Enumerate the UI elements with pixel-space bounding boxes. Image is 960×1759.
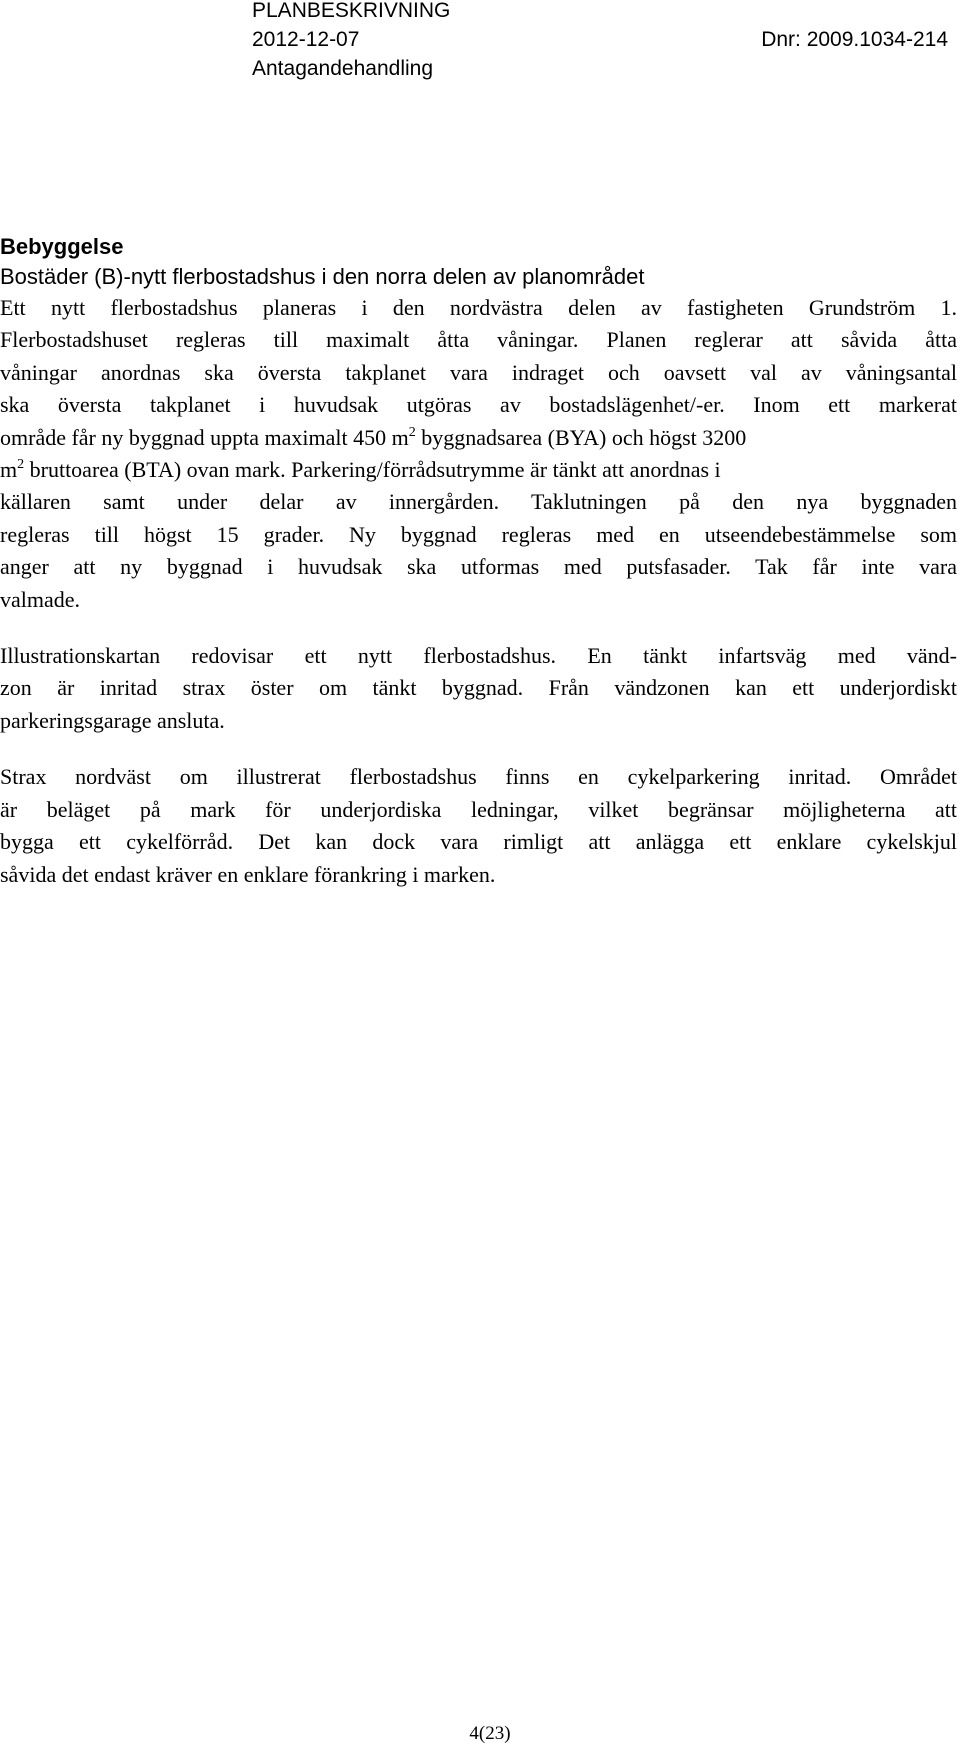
text-line: våningar anordnas ska översta takplanet vara indraget och oavsett val av våningsantal (0, 359, 957, 385)
diary-number: Dnr: 2009.1034-214 (761, 28, 948, 51)
page-number: 4(23) (469, 1723, 511, 1744)
text-fragment: område får ny byggnad uppta maximalt 450 m (0, 424, 409, 450)
text-fragment: byggnadsarea (BYA) och högst 3200 (415, 424, 747, 450)
header-meta-row (252, 25, 948, 54)
text-line (0, 422, 957, 454)
text-line: Strax nordväst om illustrerat flerbostadshus finns en cykelparkering inritad. Området (0, 764, 957, 790)
document-status-row (252, 54, 948, 83)
section-subheading: Bostäder (B)-nytt flerbostadshus i den norra delen av planområdet (0, 264, 645, 289)
document-status: Antagandehandling (252, 57, 434, 80)
document-title: PLANBESKRIVNING (252, 0, 451, 22)
text-line: valmade. (0, 586, 81, 612)
paragraph-illustration-map (0, 640, 957, 737)
text-line: Ett nytt flerbostadshus planeras i den nordvästra delen av fastigheten Grundström 1. (0, 295, 957, 320)
text-line (0, 454, 957, 486)
text-fragment: bruttoarea (BTA) ovan mark. Parkering/förrådsutrymme är tänkt att anordnas i (24, 457, 721, 483)
text-line: källaren samt under delar av innergården. Taklutningen på den nya byggnaden (0, 489, 957, 515)
text-fragment: m (0, 457, 18, 483)
text-line: parkeringsgarage ansluta. (0, 707, 225, 733)
document-date: 2012-12-07 (252, 28, 360, 51)
text-line: såvida det endast kräver en enklare förankring i marken. (0, 861, 496, 887)
paragraph-bicycle-parking (0, 761, 957, 891)
page-header (252, 0, 948, 83)
paragraph-building-regulations (0, 292, 957, 616)
superscript: 2 (408, 424, 416, 440)
text-line: är beläget på mark för underjordiska ledningar, vilket begränsar möjligheterna att (0, 796, 957, 822)
text-line: Illustrationskartan redovisar ett nytt flerbostadshus. En tänkt infartsväg med vänd- (0, 643, 957, 669)
text-line: ska översta takplanet i huvudsak utgöras av bostadslägenhet/-er. Inom ett markerat (0, 392, 957, 418)
text-line: anger att ny byggnad i huvudsak ska utformas med putsfasader. Tak får inte vara (0, 554, 957, 580)
text-line: bygga ett cykelförråd. Det kan dock vara rimligt att anlägga ett enklare cykelskjul (0, 829, 957, 855)
superscript: 2 (17, 457, 25, 473)
document-title-row (252, 0, 948, 25)
text-line: regleras till högst 15 grader. Ny byggnad regleras med en utseendebestämmelse som (0, 521, 957, 547)
text-line: zon är inritad strax öster om tänkt byggnad. Från vändzonen kan ett underjordiskt (0, 675, 957, 701)
text-line: Flerbostadshuset regleras till maximalt åtta våningar. Planen reglerar att såvida åtta (0, 327, 957, 353)
document-body (0, 232, 957, 891)
section-heading: Bebyggelse (0, 234, 124, 259)
